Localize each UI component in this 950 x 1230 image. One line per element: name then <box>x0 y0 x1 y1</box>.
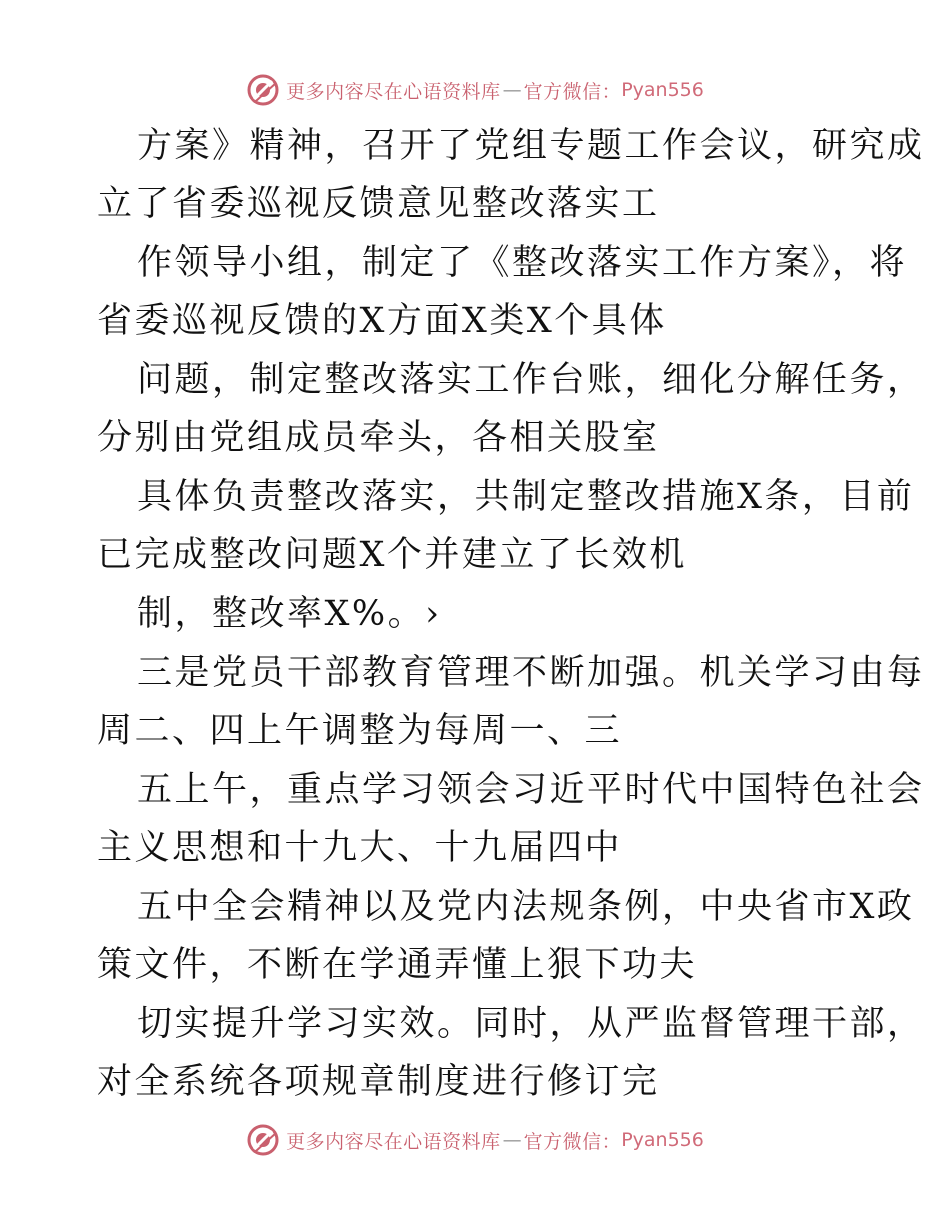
watermark-wechat-handle: Pyan556 <box>621 79 704 101</box>
logo-icon <box>246 73 280 107</box>
paragraph-6-line-1: 三是党员干部教育管理不断加强。机关学习由每 <box>137 653 925 693</box>
logo-icon <box>246 1123 280 1157</box>
paragraph-2-line-1: 作领导小组，制定了《整改落实工作方案》，将 <box>137 243 908 283</box>
paragraph-9-line-1: 切实提升学习实效。同时，从严监督管理干部， <box>137 1004 925 1044</box>
paragraph-7-line-2: 主义思想和十九大、十九届四中 <box>97 828 623 868</box>
watermark-separator: — <box>502 1129 522 1151</box>
footer-watermark <box>0 1120 950 1160</box>
paragraph-1-line-2: 立了省委巡视反馈意见整改落实工 <box>97 184 660 224</box>
paragraph-8-line-2: 策文件，不断在学通弄懂上狠下功夫 <box>97 945 698 985</box>
watermark-wechat-label: 官方微信： <box>523 80 622 103</box>
paragraph-5-line-1: 制，整改率X%。› <box>137 594 442 634</box>
watermark-text: 更多内容尽在心语资料库 <box>286 1130 501 1153</box>
header-watermark <box>0 70 950 110</box>
watermark-wechat-handle: Pyan556 <box>621 1129 704 1151</box>
paragraph-3-line-2: 分别由党组成员牵头，各相关股室 <box>97 418 660 458</box>
paragraph-2-line-2: 省委巡视反馈的X方面X类X个具体 <box>97 301 667 341</box>
paragraph-4-line-1: 具体负责整改落实，共制定整改措施X条，目前 <box>137 477 915 517</box>
watermark-separator: — <box>502 79 522 101</box>
paragraph-4-line-2: 已完成整改问题X个并建立了长效机 <box>97 535 687 575</box>
paragraph-3-line-1: 问题，制定整改落实工作台账，细化分解任务， <box>137 360 925 400</box>
paragraph-8-line-1: 五中全会精神以及党内法规条例，中央省市X政 <box>137 887 915 927</box>
watermark-text: 更多内容尽在心语资料库 <box>286 80 501 103</box>
paragraph-6-line-2: 周二、四上午调整为每周一、三 <box>97 711 623 751</box>
watermark-wechat-label: 官方微信： <box>523 1130 622 1153</box>
paragraph-7-line-1: 五上午，重点学习领会习近平时代中国特色社会 <box>137 770 925 810</box>
paragraph-9-line-2: 对全系统各项规章制度进行修订完 <box>97 1062 660 1102</box>
paragraph-1-line-1: 方案》精神，召开了党组专题工作会议，研究成 <box>137 126 925 166</box>
